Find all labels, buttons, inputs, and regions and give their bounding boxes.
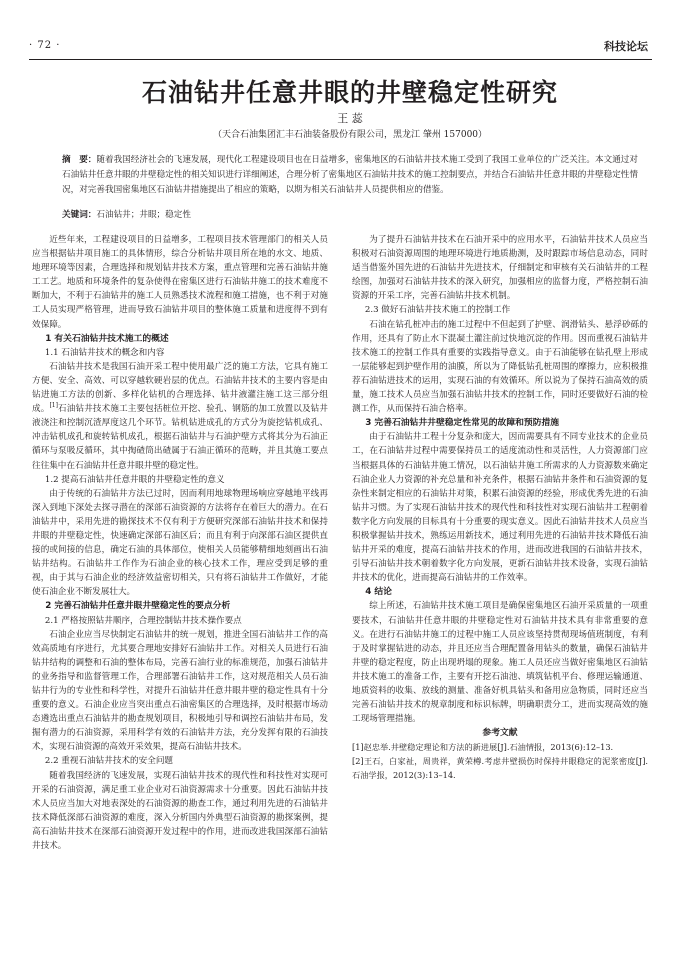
section-2-3-heading: 2.3 做好石油钻井技术施工的控制工作: [364, 305, 511, 316]
section-2-2-paragraph: 随着我国经济的飞速发展，实现石油钻井技术的现代性和科技性对实现可开采的石油资源，满足重工业企业对石油资源需求十分重要。因此石油钻井技术人员应当加大对地表深处的石油资源的勘查工作，通过利用先进的石油钻井技术降低深部石油资源的难度，深入分析国内外典型石油资源的勘探案例，提高石油钻井技术在深部石油资源开发过程中的作用，进而改进我国深部石油钻井技术。: [32, 770, 328, 852]
author: 王 蕊: [337, 112, 363, 125]
section-4-paragraph: 综上所述，石油钻井技术施工项目是确保密集地区石油开采质量的一项重要技术，石油钻井任意井眼的井壁稳定性对石油钻井技术具有非常重要的意义。在进行石油钻井施工的过程中施工人员应该坚持贯彻现场值班制度，有利于及时掌握钻进的动态，并且还应当合理配置备用钻头的数量，确保石油钻井井壁的稳定程度，防止出现坍塌的现象。施工人员还应当做好密集地区石油钻井技术施工的准备工作，主要有开挖石油池、填筑钻机平台、修理运输通道、地质资料的收集、放线的测量、准备好机具钻头和备用应急物质，同时还应当完善石油钻井技术的规章制度和标识标牌，明确职责分工，进而实现高效的施工现场管理措施。: [352, 601, 648, 725]
section-1-1-heading: 1.1 石油钻井技术的概念和内容: [44, 347, 165, 358]
section-1-1-text-b: 石油钻井技术施工主要包括桩位开挖、验孔、钢筋的加工放置以及钻井液浇注和控制沉渣厚度这几个环节。钻机钻进成孔的方式分为旋挖钻机成孔、冲击钻机成孔和旋转钻机成孔，根据石油钻井与石油护壁方式将其分为石油正循环与泵吸反循环，其中掏碴筒出碴属于石油正循环的范畴，并且其施工要点往往集中在石油钻井任意井眼井壁的稳定性。: [32, 404, 328, 471]
section-4-heading: 4 结论: [365, 587, 392, 598]
section-1-1-paragraph: [32, 360, 328, 473]
section-1-heading: 1 有关石油钻井技术施工的概述: [45, 333, 169, 344]
reference-2: [2]王石，白家祉，周贵祥，黄荣樽.考虑井壁损伤时保持井眼稳定的泥浆密度[J].石油学报，2012(3):13–14.: [352, 756, 648, 781]
section-3-heading: 3 完善石油钻井井壁稳定性常见的故障和预防措施: [365, 418, 560, 429]
keywords: [62, 208, 638, 220]
abstract-label: 摘 要：: [62, 155, 97, 165]
page-number: · 72 ·: [29, 40, 61, 51]
citation-1: [1]: [49, 402, 58, 410]
section-2-3-paragraph: 石油在钻孔桩冲击的施工过程中不但起到了护壁、润滑钻头、悬浮砂砾的作用，还具有了防止水下混凝土灌注前过快地沉淀的作用。因而重视石油钻井技术施工的控制工作具有重要的实践指导意义。由于石油能够在钻孔壁上形成一层能够起到护壁作用的油膜，所以为了降低钻孔桩周围的摩擦力，应积极推荐石油钻进技术的运用，实现石油的有效循环。所以说为了保持石油高效的质量，施工技术人员应当加强石油钻井技术的控制工作，同时还要做好石油的检测工作，从而保持石油合格率。: [352, 319, 648, 415]
abstract-text: 随着我国经济社会的飞速发展，现代化工程建设项目也在日益增多，密集地区的石油钻井技术施工受到了我国工业单位的广泛关注。本文通过对石油钻井任意井眼的井壁稳定性的相关知识进行详细阐述，合理分析了密集地区石油钻井技术的施工控制要点，并结合石油钻井任意井眼的井壁稳定性情况，对完善我国密集地区石油钻井措施提出了相应的策略，以期为相关石油钻井人员提供相应的借鉴。: [62, 155, 638, 195]
paper-title: 石油钻井任意井眼的井壁稳定性研究: [141, 78, 558, 107]
keywords-label: 关键词：: [62, 210, 97, 220]
section-1-1-text-a: 石油钻井技术是我国石油开采工程中使用最广泛的施工方法，它具有施工方便、安全、高效、可以穿越软硬岩层的优点。石油钻井技术的主要内容是由钻进施工方法的创新、多样化钻机的合理选择、钻井液灌注施工这三部分组成。: [32, 361, 328, 415]
section-2-1-paragraph: 石油企业应当尽快制定石油钻井的统一规划，推进全国石油钻井工作的高效高质地有序进行，尤其要合理地安排好石油钻井工作。对相关人员进行石油钻井结构的调整和石油的整体布局，完善石油行业的标准规范，加强石油钻井的业务指导和监督管理工作，合理部署石油钻井工作，这对规范相关人员石油钻井行为的专业性和科学性，对提升石油钻井任意井眼井壁的稳定性具有十分重要的意义。石油企业应当突出重点石油密集区的合理选择，及时根据市场动态遴选出重点石油钻井的勘查规划项目，积极地引导和调控石油钻井布局，发掘有潜力的石油资源，采用科学有效的石油钻井方法，充分发挥有限的石油技术，实现石油资源的高效开采效果，提高石油钻井技术。: [32, 629, 328, 753]
affiliation: （天合石油集团汇丰石油装备股份有限公司，黑龙江 肇州 157000）: [212, 130, 488, 140]
references-heading: 参考文献: [482, 728, 518, 739]
header-rule: [29, 59, 652, 60]
section-2-2-continued: 为了提升石油钻井技术在石油开采中的应用水平，石油钻井技术人员应当积极对石油资源周围的地理环境进行地质勘测，及时跟踪市场信息动态，同时适当借鉴外国先进的石油钻井先进技术，仔细制定和审核有关石油钻井的工程绘图，加强对石油钻井技术的深入研究，加强相应的监督力度，严格控制石油资源的开采工序，完善石油钻井技术机制。: [352, 235, 648, 302]
section-2-heading: 2 完善石油钻井任意井眼井壁稳定性的要点分析: [45, 601, 231, 612]
right-column: [352, 233, 648, 782]
abstract: [62, 153, 638, 198]
keywords-text: 石油钻井；井眼；稳定性: [96, 210, 191, 220]
section-1-2-paragraph: 由于传统的石油钻井方法已过时，因而利用地球物理场响应穿越地平线再深入到地下深处去探寻潜在的深部石油资源的方法将存在着巨大的潜力。在石油钻井中，采用先进的勘探技术不仅有利于方便研究深部石油钻井技术和保持井眼的井壁稳定性，快速确定深部石油区后；而且有利于向深部石油区提供直接的或间接的信息，确定石油的具体部位，使相关人员能够精细地刻画出石油钻井结构。石油钻井工作作为石油企业的核心技术工作，理应受到足够的重视，由于其与石油企业的经济效益密切相关，只有将石油钻井工作做好，才能使石油企业不断发展壮大。: [32, 488, 328, 598]
journal-section: 科技论坛: [604, 40, 648, 53]
section-2-2-heading: 2.2 重视石油钻井技术的安全问题: [44, 756, 174, 767]
left-column: [32, 233, 328, 853]
section-1-2-heading: 1.2 提高石油钻井任意井眼的井壁稳定性的意义: [44, 474, 225, 485]
section-2-1-heading: 2.1 严格按照钻井顺序，合理控制钻井技术操作要点: [44, 615, 242, 626]
section-3-paragraph: 由于石油钻井工程十分复杂和庞大，因而需要具有不同专业技术的企业员工，在石油钻井过程中需要保持员工的适度流动性和灵活性，人力资源部门应当根据具体的石油钻井施工情况，以石油钻井施工所需求的人力资源数来确定石油企业人力资源的补充总量和补充条件，根据石油钻井条件和石油资源的复杂性来制定相应的石油钻井对策，积累石油资源的经验，形成优秀先进的石油钻井习惯。为了实现石油钻井技术的现代性和科技性对实现石油钻井工程朝着数字化方向发展的目标具有十分重要的现实意义。因此石油钻井技术人员应当积极掌握钻井技术，熟练运用新技术，通过利用先进的石油钻井技术降低石油钻井开采的难度，提高石油钻井技术的作用，进而改进我国的石油钻井技术，引导石油钻井技术朝着数字化方向发展，更新石油钻井技术设备，实现石油钻井技术的优化，进而提高石油钻井的工作效率。: [352, 432, 648, 584]
reference-1: [1]赵忠举.井壁稳定理论和方法的新进展[J].石油情报，2013(6):12–13.: [352, 742, 614, 753]
intro-paragraph: 近些年来，工程建设项目的日益增多，工程项目技术管理部门的相关人员应当根据钻井项目施工的具体情形，综合分析钻井项目所在地的水文、地质、地理环境等因素，合理选择和规划钻井技术方案，重点管理和完善石油钻井施工工艺。地质和环境条件的复杂使得在密集区进行石油钻井施工的技术难度不断加大，不利于石油钻井的施工人员熟悉技术流程和施工措施，也不利于对施工人员实现严格管理，进而导致石油钻井项目的整体施工质量和进度得不到有效保障。: [32, 235, 328, 330]
